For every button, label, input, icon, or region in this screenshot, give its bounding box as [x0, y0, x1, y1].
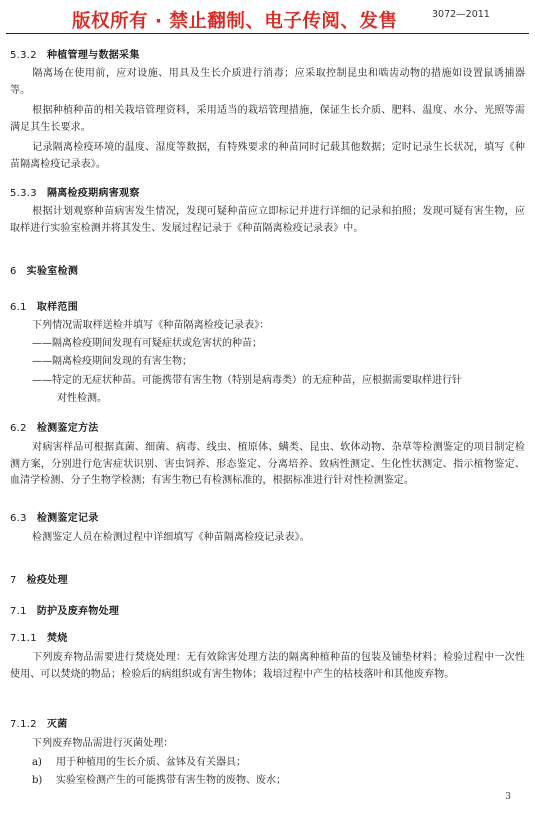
paragraph-text: 隔离场在使用前，应对设施、用具及生长介质进行消毒；应采取控制昆虫和啮齿动物的措施如设置鼠诱捕器等。 — [10, 68, 525, 96]
paragraph-text: 检测鉴定人员在检测过程中详细填写《种苗隔离检疫记录表》。 — [32, 532, 310, 543]
heading-number: 5.3.3 — [10, 188, 37, 199]
paragraph-text: 根据计划观察种苗病害发生情况，发现可疑种苗应立即标记并进行详细的记录和拍照；发现可疑有害生物，应取样进行实验室检测并将其发生、发展过程记录于《种苗隔离检疫记录表》中。 — [10, 206, 525, 234]
list-marker: a) — [32, 757, 42, 768]
watermark-banner: 版权所有 · 禁止翻制、电子传阅、发售 — [72, 11, 398, 32]
heading-number: 5.3.2 — [10, 50, 37, 61]
heading-title: 检测鉴定方法 — [36, 423, 99, 434]
heading-6-1 — [10, 298, 78, 313]
paragraph-disinfection — [10, 66, 525, 99]
document-number: 3072—2011 — [432, 9, 490, 20]
paragraph-sampling-intro — [10, 318, 525, 335]
heading-number: 6.2 — [10, 423, 27, 434]
list-item: 对性检测。 — [57, 393, 107, 404]
heading-5-3-3 — [10, 184, 140, 199]
heading-number: 7.1 — [10, 606, 27, 617]
list-marker: b) — [32, 775, 43, 786]
paragraph-sterilization — [10, 736, 525, 753]
list-item: ——隔离检疫期间发现有可疑症状或危害状的种苗； — [32, 338, 262, 349]
heading-title: 检测鉴定记录 — [36, 513, 99, 524]
heading-6 — [10, 262, 78, 277]
paragraph-text: 根据种植种苗的相关栽培管理资料，采用适当的栽培管理措施，保证生长介质、肥料、温度、水分、光照等需满足其生长要求。 — [10, 105, 525, 133]
heading-title: 灭菌 — [46, 719, 68, 730]
paragraph-text: 下列废弃物品需要进行焚烧处理：无有效除害处理方法的隔离种植种苗的包装及铺垫材料；检验过程中一次性使用、可以焚烧的物品；检验后的病组织或有害生物体；栽培过程中产生的枯枝落叶和其他废弃物。 — [10, 652, 525, 680]
heading-number: 7 — [10, 575, 17, 586]
paragraph-recording — [10, 140, 525, 173]
heading-number: 6.3 — [10, 513, 27, 524]
heading-7 — [10, 571, 68, 586]
paragraph-cultivation — [10, 103, 525, 136]
heading-number: 6.1 — [10, 302, 27, 313]
heading-5-3-2 — [10, 46, 140, 61]
paragraph-records — [10, 530, 525, 547]
heading-title: 实验室检测 — [26, 266, 79, 277]
heading-6-3 — [10, 509, 99, 524]
heading-7-1-2 — [10, 715, 68, 730]
paragraph-observation — [10, 204, 525, 237]
heading-title: 隔离检疫期病害观察 — [46, 188, 140, 199]
heading-7-1-1 — [10, 629, 68, 644]
heading-6-2 — [10, 419, 99, 434]
paragraph-text: 下列废弃物品需进行灭菌处理： — [32, 738, 174, 749]
list-item — [32, 773, 286, 790]
heading-title: 防护及废弃物处理 — [36, 606, 120, 617]
paragraph-methods — [10, 440, 525, 490]
heading-title: 检疫处理 — [26, 575, 68, 586]
list-text: 实验室检测产生的可能携带有害生物的废物、废水； — [56, 775, 286, 786]
list-item — [32, 755, 246, 772]
heading-title: 焚烧 — [46, 633, 68, 644]
heading-title: 取样范围 — [36, 302, 79, 313]
heading-number: 7.1.1 — [10, 633, 37, 644]
list-item: ——特定的无症状种苗。可能携带有害生物（特别是病毒类）的无症种苗，应根据需要取样进行针 — [32, 375, 462, 386]
paragraph-text: 对病害样品可根据真菌、细菌、病毒、线虫、植原体、螨类、昆虫、软体动物、杂草等检测鉴定的项目制定检测方案，分别进行危害症状识别、害虫饲养、形态鉴定、分离培养、致病性测定、生化性状测定、指示植物鉴定、血清学检测、分子生物学检测；有害生物已有检测标准的，根据标准进行针对性检测鉴定。 — [10, 442, 525, 486]
heading-number: 7.1.2 — [10, 719, 37, 730]
paragraph-text: 下列情况需取样送检并填写《种苗隔离检疫记录表》： — [32, 320, 270, 331]
heading-number: 6 — [10, 266, 17, 277]
paragraph-incineration — [10, 650, 525, 683]
heading-title: 种植管理与数据采集 — [46, 50, 140, 61]
page-number: 3 — [505, 792, 511, 802]
heading-7-1 — [10, 602, 119, 617]
header-rule — [6, 33, 529, 34]
list-item: ——隔离检疫期间发现的有害生物； — [32, 356, 192, 367]
paragraph-text: 记录隔离检疫环境的温度、湿度等数据，有特殊要求的种苗同时记载其他数据；定时记录生长状况，填写《种苗隔离检疫记录表》。 — [10, 142, 525, 170]
list-text: 用于种植用的生长介质、盆钵及有关器具； — [56, 757, 246, 768]
